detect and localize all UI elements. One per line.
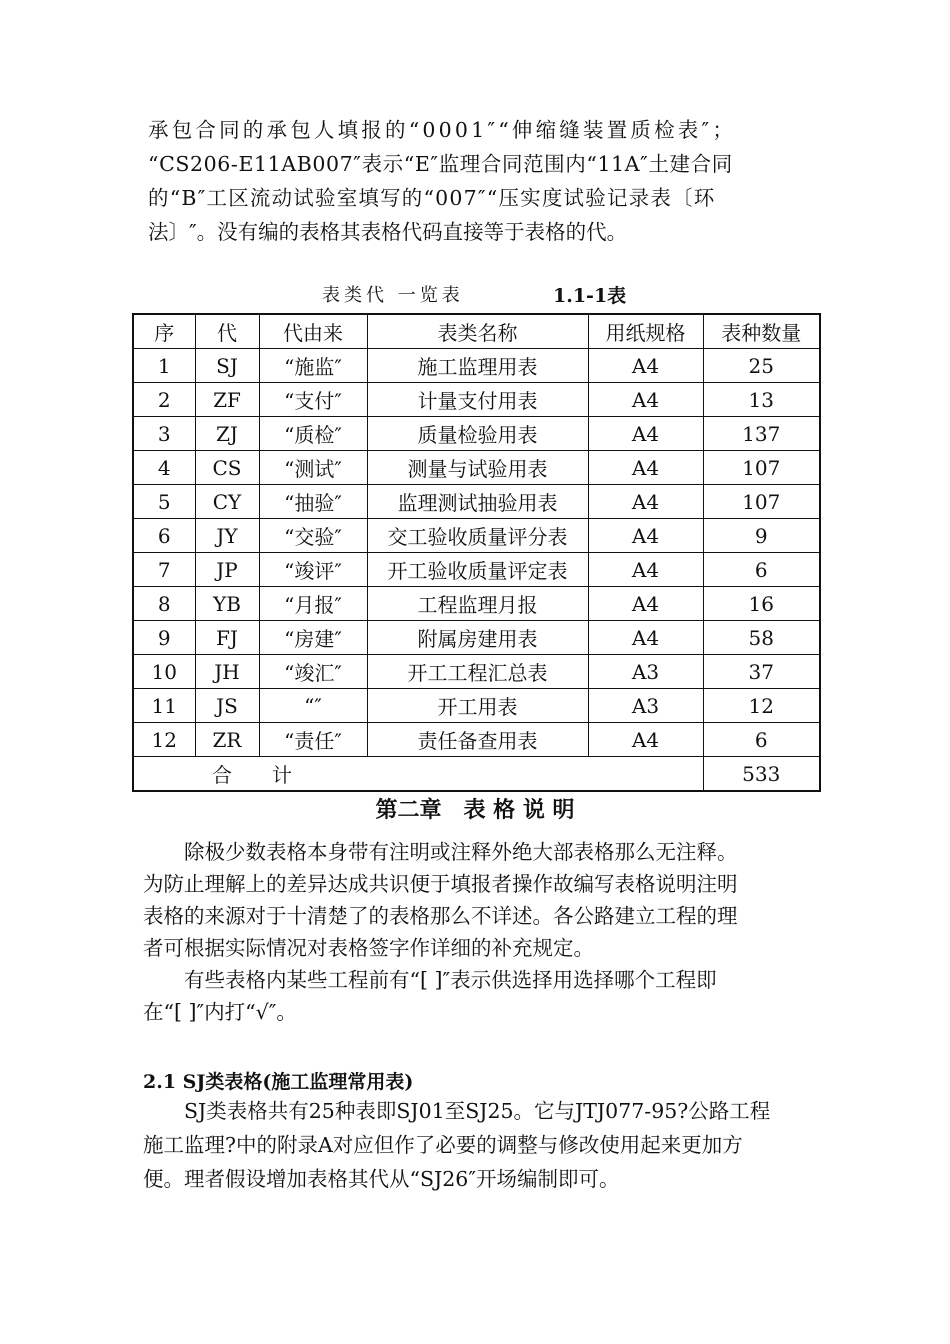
table-row (133, 621, 820, 655)
row-origin: “竣汇″ (259, 655, 367, 689)
row-paper-size: A4 (588, 383, 703, 417)
row-origin: “测试″ (259, 451, 367, 485)
row-table-name: 监理测试抽验用表 (367, 485, 588, 519)
row-table-name: 附属房建用表 (367, 621, 588, 655)
chapter-para-2-line-1: 有些表格内某些工程前有“[ ]″表示供选择用选择哪个工程即 (143, 968, 717, 992)
row-code: CS (195, 451, 259, 485)
column-header: 序 (133, 314, 195, 349)
row-table-name: 施工监理用表 (367, 349, 588, 383)
row-count: 12 (703, 689, 820, 723)
row-origin: “责任″ (259, 723, 367, 757)
row-origin: “抽验″ (259, 485, 367, 519)
row-code: JS (195, 689, 259, 723)
section-title: 2.1 SJ类表格(施工监理常用表) (143, 1071, 414, 1093)
row-count: 13 (703, 383, 820, 417)
row-number: 1 (133, 349, 195, 383)
row-code: ZJ (195, 417, 259, 451)
chapter-title: 第二章 表 格 说 明 (375, 797, 575, 823)
table-row (133, 655, 820, 689)
section-line-2: 施工监理?中的附录A对应但作了必要的调整与修改使用起来更加方 (143, 1133, 743, 1157)
row-paper-size: A4 (588, 553, 703, 587)
table-header-row (133, 314, 820, 349)
row-number: 6 (133, 519, 195, 553)
row-table-name: 质量检验用表 (367, 417, 588, 451)
row-number: 3 (133, 417, 195, 451)
table-row (133, 723, 820, 757)
row-number: 11 (133, 689, 195, 723)
chapter-para-1-line-4: 者可根据实际情况对表格签字作详细的补充规定。 (143, 936, 594, 960)
table-row (133, 383, 820, 417)
row-code: CY (195, 485, 259, 519)
row-origin: “施监″ (259, 349, 367, 383)
table-row (133, 451, 820, 485)
table-row (133, 553, 820, 587)
table-row (133, 587, 820, 621)
row-paper-size: A4 (588, 519, 703, 553)
column-header: 代 (195, 314, 259, 349)
row-count: 107 (703, 485, 820, 519)
column-header: 表种数量 (703, 314, 820, 349)
row-paper-size: A4 (588, 485, 703, 519)
row-origin: “竣评″ (259, 553, 367, 587)
row-table-name: 开工用表 (367, 689, 588, 723)
table-total-row (133, 757, 820, 792)
row-origin: “交验″ (259, 519, 367, 553)
row-count: 16 (703, 587, 820, 621)
row-number: 9 (133, 621, 195, 655)
row-code: YB (195, 587, 259, 621)
row-table-name: 开工验收质量评定表 (367, 553, 588, 587)
row-table-name: 开工工程汇总表 (367, 655, 588, 689)
row-paper-size: A4 (588, 587, 703, 621)
column-header: 表类名称 (367, 314, 588, 349)
row-table-name: 责任备查用表 (367, 723, 588, 757)
chapter-para-2-line-2: 在“[ ]″内打“√″。 (143, 1000, 297, 1024)
chapter-para-1-line-1: 除极少数表格本身带有注明或注释外绝大部表格那么无注释。 (143, 840, 738, 864)
row-number: 7 (133, 553, 195, 587)
table-type-list (132, 313, 821, 792)
row-number: 10 (133, 655, 195, 689)
chapter-para-1-line-3: 表格的来源对于十清楚了的表格那么不详述。各公路建立工程的理 (143, 904, 738, 928)
row-count: 107 (703, 451, 820, 485)
row-code: ZR (195, 723, 259, 757)
row-paper-size: A3 (588, 655, 703, 689)
row-origin: “房建″ (259, 621, 367, 655)
table-row (133, 349, 820, 383)
row-paper-size: A4 (588, 349, 703, 383)
row-table-name: 工程监理月报 (367, 587, 588, 621)
row-count: 6 (703, 553, 820, 587)
row-code: JP (195, 553, 259, 587)
table-row (133, 519, 820, 553)
row-count: 58 (703, 621, 820, 655)
row-origin: “月报″ (259, 587, 367, 621)
row-origin: “质检″ (259, 417, 367, 451)
intro-line-1: 承包合同的承包人填报的“0001″“伸缩缝装置质检表″； (148, 118, 737, 142)
row-code: JH (195, 655, 259, 689)
row-paper-size: A4 (588, 417, 703, 451)
row-count: 25 (703, 349, 820, 383)
row-count: 9 (703, 519, 820, 553)
chapter-para-1-line-2: 为防止理解上的差异达成共识便于填报者操作故编写表格说明注明 (143, 872, 738, 896)
intro-line-2: “CS206-E11AB007″表示“E″监理合同范围内“11A″土建合同 (148, 152, 733, 176)
table-caption-number: 1.1-1表 (553, 285, 627, 307)
row-number: 4 (133, 451, 195, 485)
row-number: 5 (133, 485, 195, 519)
row-paper-size: A4 (588, 723, 703, 757)
table-row (133, 689, 820, 723)
row-paper-size: A4 (588, 451, 703, 485)
table-row (133, 417, 820, 451)
row-code: ZF (195, 383, 259, 417)
table-row (133, 485, 820, 519)
row-code: SJ (195, 349, 259, 383)
row-origin: “支付″ (259, 383, 367, 417)
column-header: 代由来 (259, 314, 367, 349)
row-paper-size: A4 (588, 621, 703, 655)
intro-line-4: 法〕″。没有编的表格其表格代码直接等于表格的代。 (148, 220, 628, 244)
section-line-3: 便。理者假设增加表格其代从“SJ26″开场编制即可。 (143, 1167, 620, 1191)
total-value: 533 (703, 757, 820, 792)
row-table-name: 交工验收质量评分表 (367, 519, 588, 553)
row-code: JY (195, 519, 259, 553)
row-number: 12 (133, 723, 195, 757)
row-count: 37 (703, 655, 820, 689)
total-label: 合 计 (133, 757, 703, 792)
row-number: 2 (133, 383, 195, 417)
row-number: 8 (133, 587, 195, 621)
row-count: 6 (703, 723, 820, 757)
intro-line-3: 的“B″工区流动试验室填写的“007″“压实度试验记录表〔环 (148, 186, 716, 210)
row-code: FJ (195, 621, 259, 655)
column-header: 用纸规格 (588, 314, 703, 349)
table-caption-title: 表类代 一览表 (322, 285, 464, 306)
row-table-name: 测量与试验用表 (367, 451, 588, 485)
row-paper-size: A3 (588, 689, 703, 723)
row-count: 137 (703, 417, 820, 451)
row-table-name: 计量支付用表 (367, 383, 588, 417)
section-line-1: SJ类表格共有25种表即SJ01至SJ25。它与JTJ077-95?公路工程 (143, 1099, 771, 1123)
row-origin: “″ (259, 689, 367, 723)
